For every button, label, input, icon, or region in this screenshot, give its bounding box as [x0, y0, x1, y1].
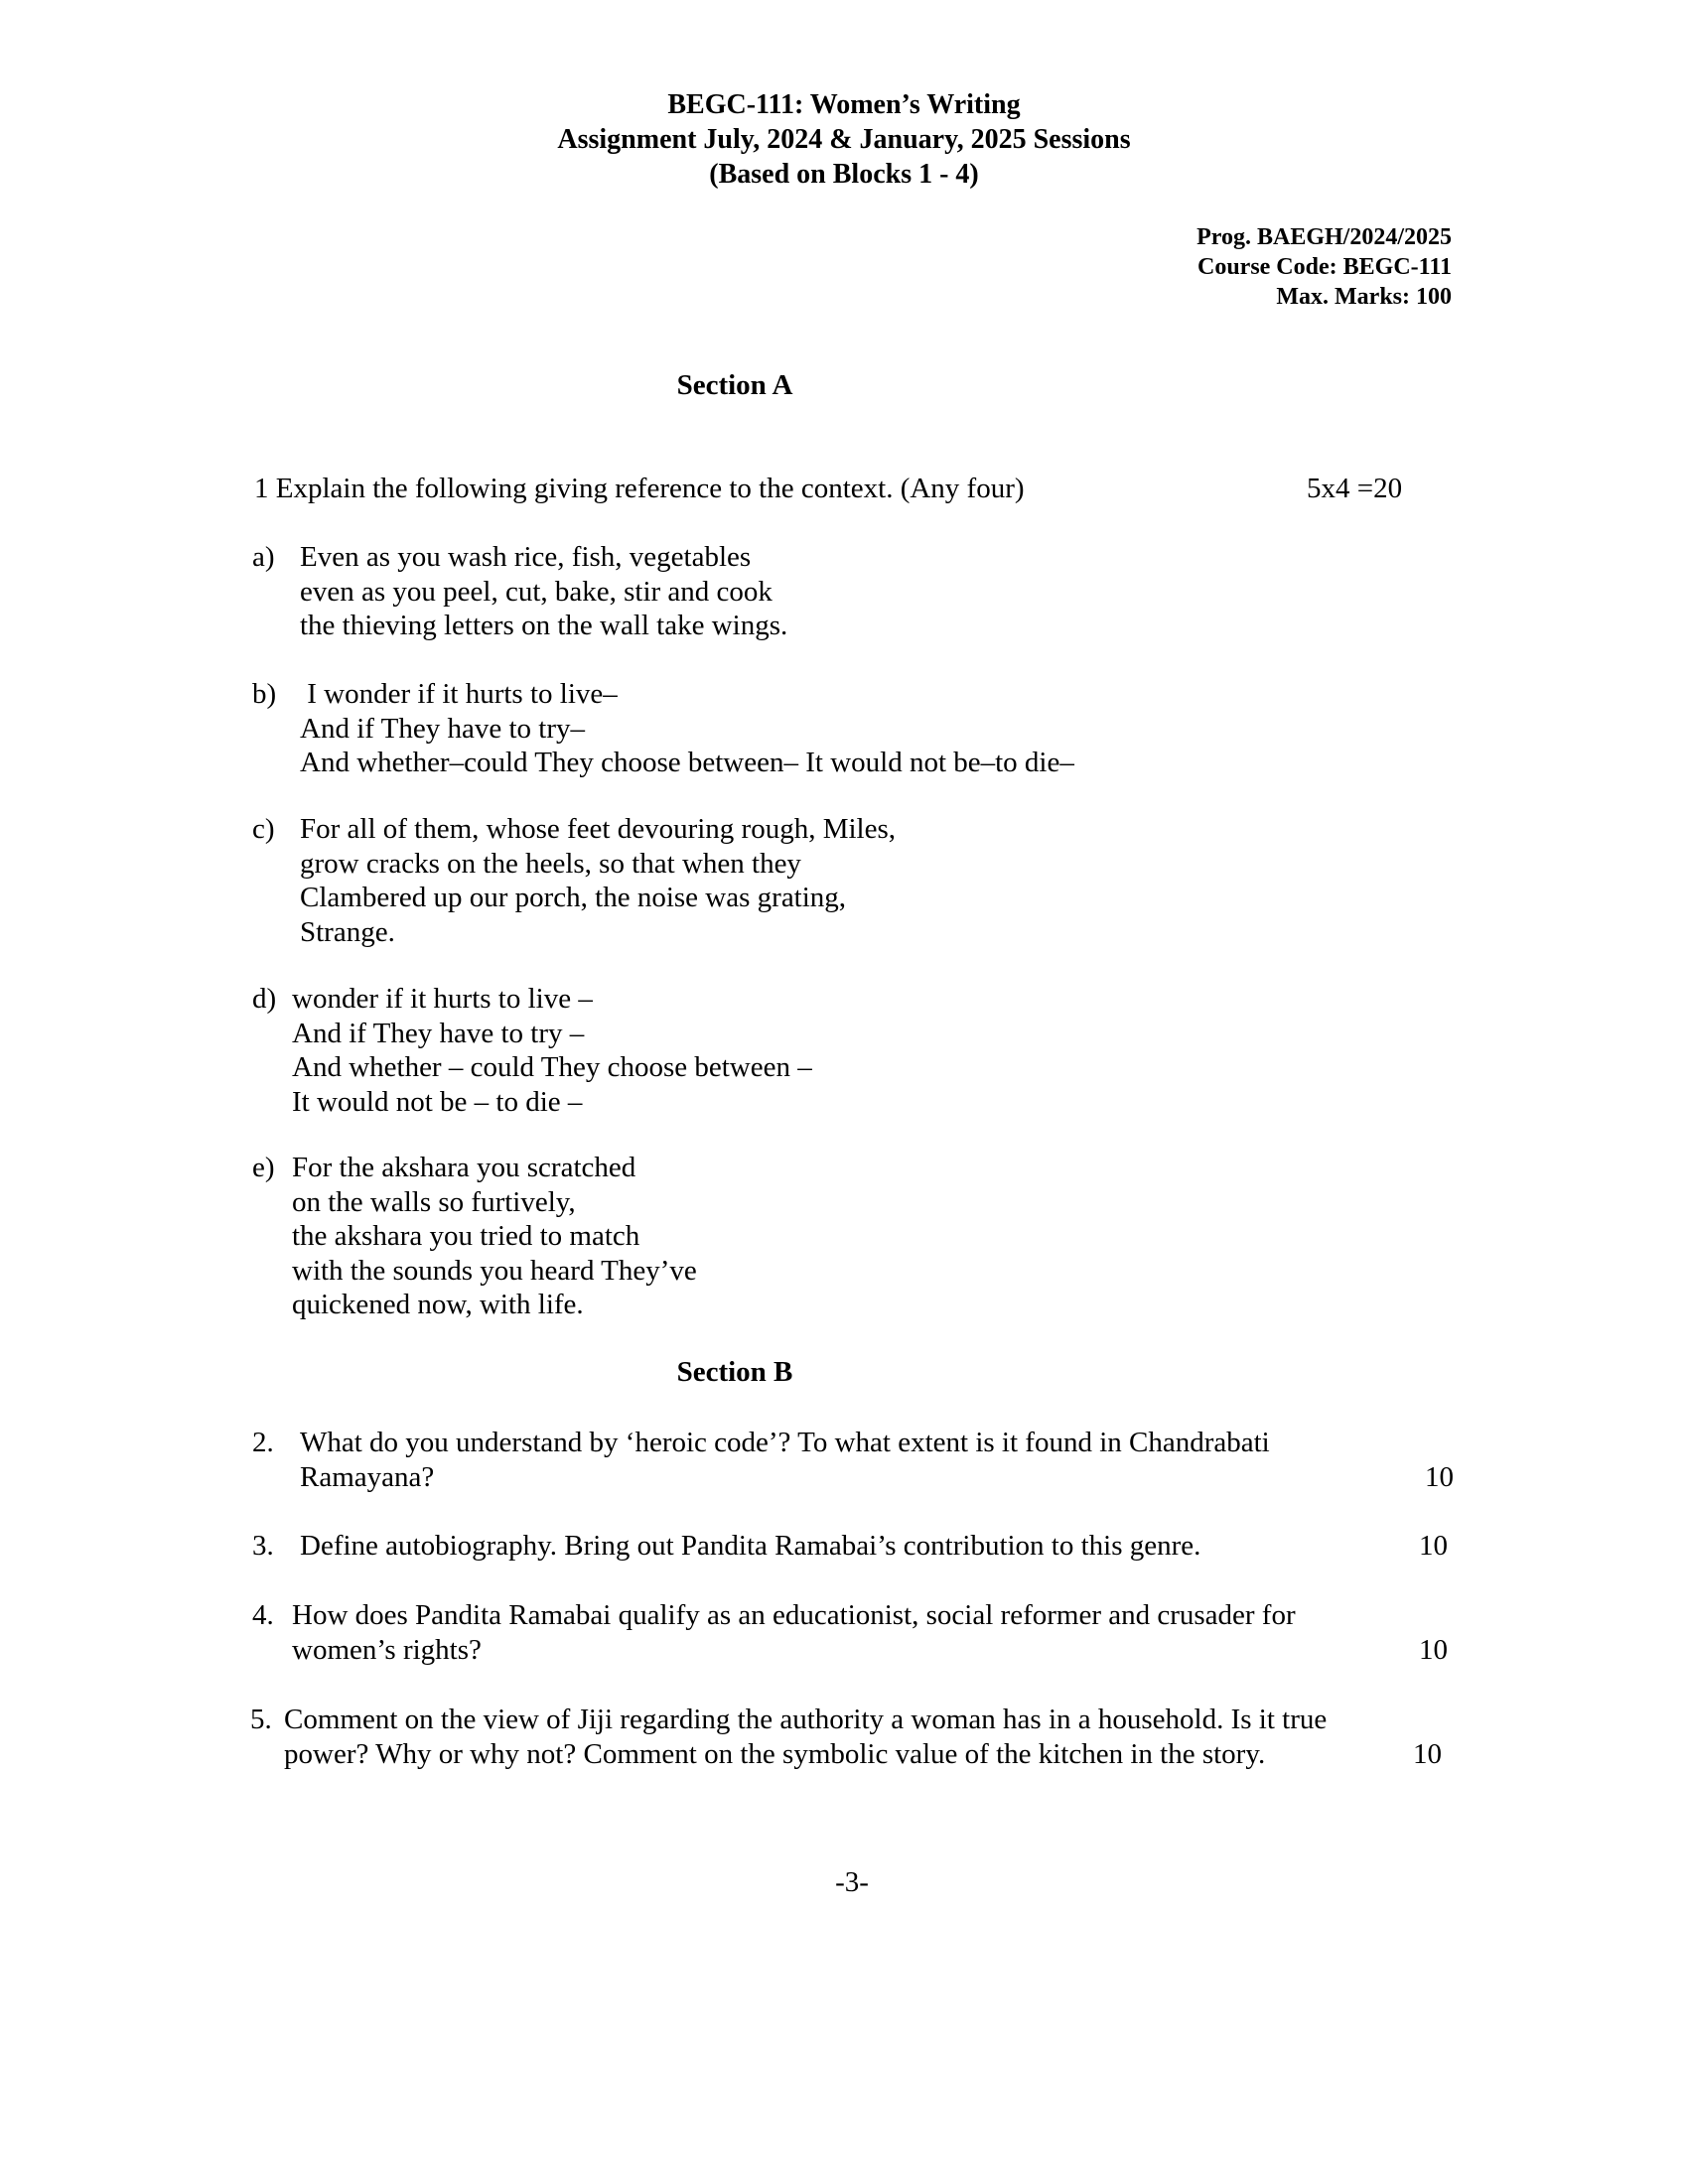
passage-label: b) — [252, 678, 277, 710]
program-code: Prog. BAEGH/2024/2025 — [1196, 224, 1452, 250]
passage-line: It would not be – to die – — [292, 1085, 583, 1118]
question-number: 4. — [252, 1599, 274, 1631]
question-marks: 10 — [1413, 1738, 1442, 1770]
question-line: How does Pandita Ramabai qualify as an educationist, social reformer and crusader for — [292, 1599, 1296, 1631]
passage-label: d) — [252, 983, 277, 1015]
question-number: 3. — [252, 1530, 274, 1562]
question-line: women’s rights? — [292, 1634, 482, 1666]
passage-line: with the sounds you heard They’ve — [292, 1254, 697, 1287]
document-title — [0, 87, 1688, 192]
passage-line: I wonder if it hurts to live– — [300, 678, 618, 710]
passage-line: Even as you wash rice, fish, vegetables — [300, 541, 752, 573]
question-line: Define autobiography. Bring out Pandita Ramabai’s contribution to this genre. — [300, 1530, 1201, 1562]
passage-label: c) — [252, 813, 275, 845]
question-marks: 10 — [1425, 1461, 1454, 1493]
section-b-heading: Section B — [676, 1356, 793, 1388]
question-line: power? Why or why not? Comment on the symbolic value of the kitchen in the story. — [284, 1738, 1266, 1770]
session-title: Assignment July, 2024 & January, 2025 Sessions — [557, 124, 1131, 155]
passage-line: And whether – could They choose between – — [292, 1051, 812, 1083]
question-line: Comment on the view of Jiji regarding the authority a woman has in a household. Is it true — [284, 1704, 1328, 1735]
question-marks: 10 — [1419, 1530, 1448, 1562]
passage-label: e) — [252, 1152, 275, 1183]
question-line: What do you understand by ‘heroic code’? To what extent is it found in Chandrabati — [300, 1427, 1270, 1458]
passage-line: even as you peel, cut, bake, stir and cook — [300, 575, 773, 608]
passage-line: And if They have to try – — [292, 1017, 585, 1049]
passage-line: For the akshara you scratched — [292, 1152, 636, 1183]
blocks-subtitle: (Based on Blocks 1 - 4) — [709, 159, 979, 190]
question-1-text: 1 Explain the following giving reference to the context. (Any four) — [254, 473, 1025, 504]
passage-label: a) — [252, 541, 275, 573]
passage-line: And if They have to try– — [300, 712, 585, 745]
page-number: -3- — [835, 1866, 869, 1898]
course-meta — [1196, 222, 1452, 312]
max-marks: Max. Marks: 100 — [1276, 284, 1452, 310]
question-number: 5. — [250, 1704, 272, 1735]
course-code: Course Code: BEGC-111 — [1196, 254, 1452, 280]
passage-line: For all of them, whose feet devouring rough, Miles, — [300, 813, 897, 845]
passage-line: wonder if it hurts to live – — [292, 983, 593, 1015]
passage-line: Strange. — [300, 915, 395, 948]
passage-line: And whether–could They choose between– It would not be–to die– — [300, 747, 1074, 778]
passage-line: on the walls so furtively, — [292, 1185, 576, 1218]
question-number: 2. — [252, 1427, 274, 1458]
passage-line: the akshara you tried to match — [292, 1220, 640, 1252]
passage-line: quickened now, with life. — [292, 1289, 584, 1320]
question-1-marks: 5x4 =20 — [1307, 473, 1403, 504]
course-title: BEGC-111: Women’s Writing — [667, 89, 1021, 120]
section-a-heading: Section A — [676, 369, 793, 401]
passage-line: Clambered up our porch, the noise was grating, — [300, 882, 847, 913]
question-line: Ramayana? — [300, 1461, 435, 1493]
passage-line: the thieving letters on the wall take wings. — [300, 610, 788, 641]
question-marks: 10 — [1419, 1634, 1448, 1666]
passage-line: grow cracks on the heels, so that when they — [300, 847, 801, 880]
